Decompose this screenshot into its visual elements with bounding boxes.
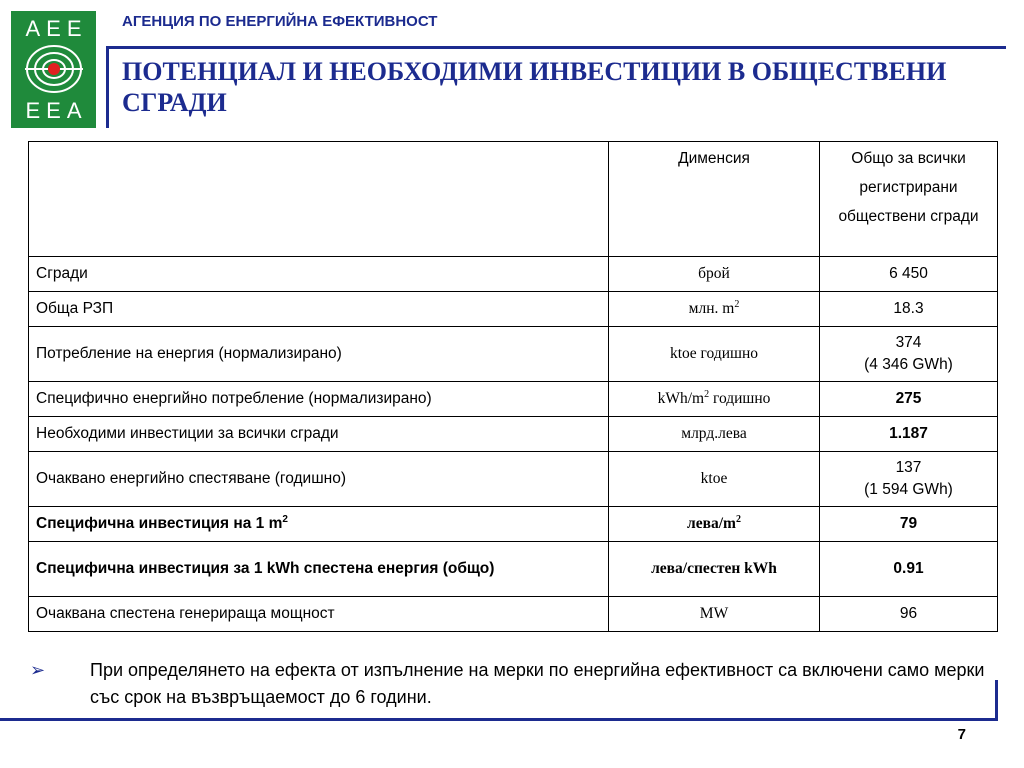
table-row (29, 542, 998, 597)
label-superscript: 2 (282, 513, 288, 525)
row-value (820, 452, 998, 507)
row-dimension: ktoe (609, 452, 820, 507)
globe-icon (25, 44, 83, 94)
row-dimension: MW (609, 597, 820, 632)
footer-vertical-rule (995, 680, 998, 720)
table-row (29, 257, 998, 292)
dimension-suffix: годишно (709, 390, 771, 407)
label-text: Специфична инвестиция на 1 m (36, 515, 283, 532)
row-label: Специфична инвестиция за 1 kWh спестена енергия (общо) (29, 542, 609, 597)
dimension-superscript: 2 (734, 298, 740, 310)
table-row (29, 327, 998, 382)
dimension-superscript: 2 (735, 513, 741, 525)
table-row (29, 292, 998, 327)
row-dimension (609, 382, 820, 417)
header-cell-empty (29, 142, 609, 257)
value-primary: 374 (895, 334, 922, 351)
header-horizontal-rule (106, 46, 1006, 49)
logo-text-bottom: EEA (25, 98, 88, 123)
row-value: 79 (820, 507, 998, 542)
agency-name: АГЕНЦИЯ ПО ЕНЕРГИЙНА ЕФЕКТИВНОСТ (122, 13, 438, 30)
row-dimension: млрд.лева (609, 417, 820, 452)
page-number: 7 (957, 726, 966, 743)
row-dimension: ktoe годишно (609, 327, 820, 382)
dimension-text: млн. m (688, 300, 735, 317)
table-header-row (29, 142, 998, 257)
row-label: Потребление на енергия (нормализирано) (29, 327, 609, 382)
row-label: Сгради (29, 257, 609, 292)
row-label: Очаквана спестена генерираща мощност (29, 597, 609, 632)
row-dimension: лева/спестен kWh (609, 542, 820, 597)
value-primary: 137 (895, 459, 922, 476)
row-label: Обща РЗП (29, 292, 609, 327)
dimension-superscript: 2 (704, 388, 710, 400)
row-value (820, 327, 998, 382)
header-cell-dimension: Димeнсия (609, 142, 820, 257)
row-value: 6 450 (820, 257, 998, 292)
dimension-text: kWh/m (657, 390, 705, 407)
table-row (29, 452, 998, 507)
value-secondary: (4 346 GWh) (864, 356, 953, 373)
row-dimension (609, 507, 820, 542)
value-secondary: (1 594 GWh) (864, 481, 953, 498)
row-value: 275 (820, 382, 998, 417)
table-row (29, 417, 998, 452)
bullet-arrow-icon: ➢ (30, 660, 46, 680)
slide-title: ПОТЕНЦИАЛ И НЕОБХОДИМИ ИНВЕСТИЦИИ В ОБЩЕСТВЕНИ СГРАДИ (122, 57, 947, 117)
row-dimension (609, 292, 820, 327)
table-row (29, 507, 998, 542)
logo-text-top: AEE (25, 16, 88, 41)
footer-horizontal-rule (0, 718, 998, 721)
row-label (29, 507, 609, 542)
row-dimension: брой (609, 257, 820, 292)
table-row (29, 597, 998, 632)
row-label: Специфично енергийно потребление (нормализирано) (29, 382, 609, 417)
row-label: Очаквано енергийно спестяване (годишно) (29, 452, 609, 507)
row-value: 96 (820, 597, 998, 632)
row-value: 0.91 (820, 542, 998, 597)
investment-table (28, 141, 998, 632)
row-value: 1.187 (820, 417, 998, 452)
table-row (29, 382, 998, 417)
dimension-text: лева/m (687, 515, 736, 532)
agency-logo (11, 11, 96, 128)
row-value: 18.3 (820, 292, 998, 327)
footnote-text: При определянето на ефекта от изпълнение на мерки по енергийна ефективност са включени само мерки със срок на възвръщаемост до 6 години. (90, 660, 985, 707)
row-label: Необходими инвестиции за всички сгради (29, 417, 609, 452)
header-vertical-rule (106, 48, 109, 128)
header-cell-total: Общо за всички регистрирани обществени сгради (820, 142, 998, 257)
